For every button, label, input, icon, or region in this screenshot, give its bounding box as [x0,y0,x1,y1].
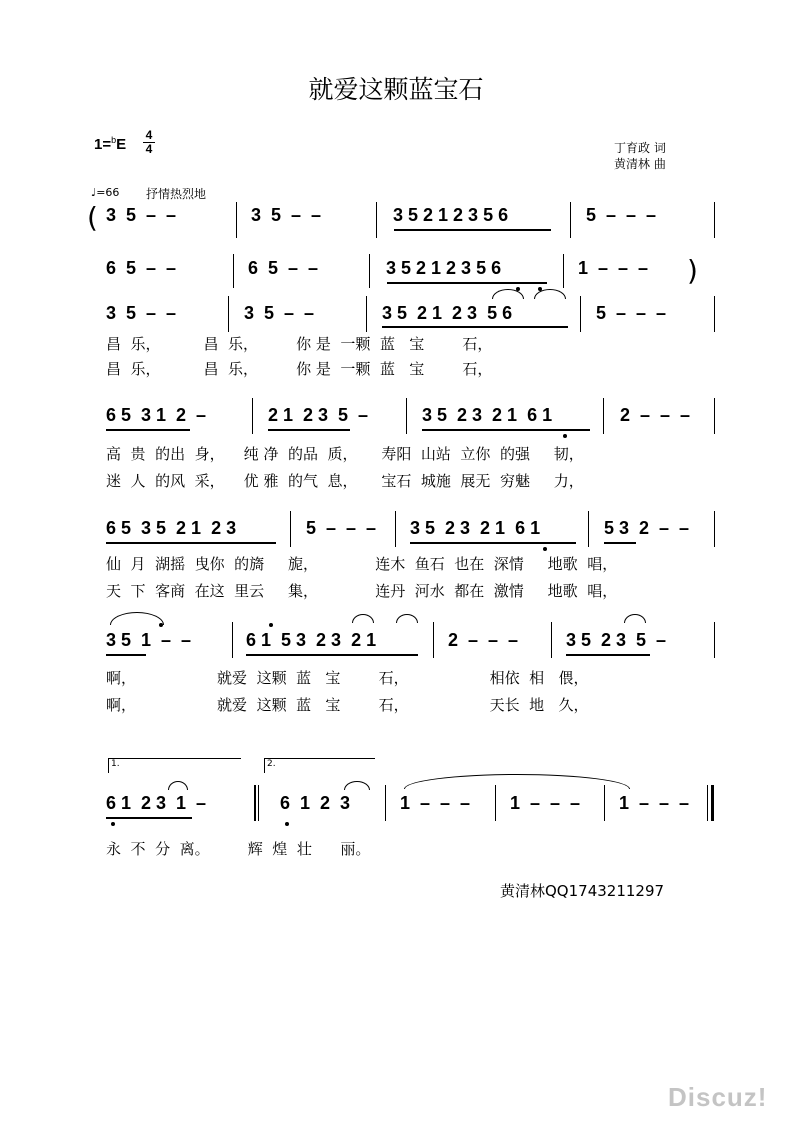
barline [495,785,496,821]
arranger-signature: 黄清林QQ1743211297 [500,882,665,900]
barline [290,511,291,547]
barline [714,398,715,434]
measure: 3 5 2 3 5 – [566,630,667,650]
measure: 6 5 3 5 2 1 2 3 [106,518,237,538]
tie [404,774,630,789]
barline [376,202,377,238]
key-signature: 1=$^b$E [94,135,127,153]
barline [714,622,715,658]
barline [406,398,407,434]
beam-underline [410,542,576,544]
barline [551,622,552,658]
barline [366,296,367,332]
barline [714,296,715,332]
barline [588,511,589,547]
expression-marking: 抒情热烈地 [146,187,207,201]
low-octave-dot [563,434,567,438]
measure: 3 5 2 1 2 3 5 6 [393,205,509,225]
low-octave-dot [285,822,289,826]
low-octave-dot [543,547,547,551]
measure: 6 1 2 3 [280,793,351,813]
measure: 6 5 – – [248,258,319,278]
beam-underline [382,326,568,328]
measure: 1 – – – [578,258,649,278]
measure: 6 5 3 1 2 – [106,405,207,425]
beam-underline [106,429,190,431]
first-ending-bracket: 1. [108,758,241,773]
measure: 3 5 2 1 2 3 5 6 [382,303,513,323]
measure: 2 1 2 3 5 – [268,405,369,425]
measure: 6 1 5 3 2 3 2 1 [246,630,377,650]
lyric-verse-1: 昌 乐， 昌 乐， 你 是 一颗 蓝 宝 石， [106,335,493,353]
measure: 5 3 2 – – [604,518,690,538]
measure: 3 5 – – [106,303,177,323]
final-barline [707,785,708,821]
barline [252,398,253,434]
measure: 6 5 – – [106,258,177,278]
lyric-verse-1: 高 贵 的出 身， 纯 净 的品 质， 寿阳 山站 立你 的强 韧， [106,445,584,463]
barline [385,785,386,821]
measure: 3 5 1 – – [106,630,192,650]
beam-underline [604,542,636,544]
measure: 2 – – – [620,405,691,425]
measure: 5 – – – [306,518,377,538]
barline [232,622,233,658]
measure: 3 5 2 1 2 3 5 6 [386,258,502,278]
lyric-verse-1: 啊， 就爱 这颗 蓝 宝 石， 相依 相 偎， [106,669,589,687]
measure: 3 5 – – [106,205,177,225]
barline [433,622,434,658]
barline [714,202,715,238]
repeat-end-barline [254,785,256,821]
beam-underline [106,817,192,819]
barline [233,254,234,288]
barline [563,254,564,288]
barline [580,296,581,332]
slur [110,612,164,625]
beam-underline [246,654,418,656]
beam-underline [106,654,146,656]
measure: 5 – – – [586,205,657,225]
barline [395,511,396,547]
tempo-marking: ♩=66 [91,186,120,199]
low-octave-dot [111,822,115,826]
barline [603,398,604,434]
measure: 5 – – – [596,303,667,323]
final-barline [711,785,714,821]
barline [369,254,370,288]
slur [344,781,370,790]
lyric-verse-1: 永 不 分 离。 辉 煌 壮 丽。 [106,840,371,858]
barline [570,202,571,238]
measure: 3 5 2 3 2 1 6 1 [410,518,541,538]
repeat-open-paren: ( [87,201,98,234]
beam-underline [566,654,650,656]
measure: 1 – – – [619,793,690,813]
measure: 3 5 – – [251,205,322,225]
beam-underline [106,542,276,544]
slur [396,614,418,623]
lyric-verse-1: 仙 月 湖摇 曳你 的旖 旎， 连木 鱼石 也在 深情 地歌 唱， [106,555,618,573]
high-octave-dot [269,623,273,627]
slur [168,781,188,790]
beam-underline [422,429,590,431]
measure: 6 1 2 3 1 – [106,793,207,813]
measure: 3 5 2 3 2 1 6 1 [422,405,553,425]
lyric-verse-2: 迷 人 的风 采， 优 雅 的气 息， 宝石 城施 展无 穷魅 力， [106,472,584,490]
barline [604,785,605,821]
barline [714,511,715,547]
high-octave-dot [159,623,163,627]
slur [624,614,646,623]
slur [534,289,566,299]
repeat-close-paren: ) [687,254,698,287]
barline [228,296,229,332]
composer-credit: 黄清林 曲 [614,157,666,171]
beam-underline [268,429,350,431]
lyric-verse-2: 天 下 客商 在这 里云 集， 连丹 河水 都在 激情 地歌 唱， [106,582,618,600]
beam-underline [387,282,547,284]
slur [352,614,374,623]
barline [236,202,237,238]
page-title: 就爱这颗蓝宝石 [308,75,484,104]
beam-underline [394,229,551,231]
lyricist-credit: 丁育政 词 [614,141,666,155]
lyric-verse-2: 昌 乐， 昌 乐， 你 是 一颗 蓝 宝 石， [106,360,493,378]
watermark-logo: Discuz! [668,1082,768,1112]
time-signature: 4 4 [142,129,156,156]
measure: 3 5 – – [244,303,315,323]
lyric-verse-2: 啊， 就爱 这颗 蓝 宝 石， 天长 地 久， [106,696,589,714]
measure: 1 – – – [400,793,471,813]
second-ending-bracket: 2. [264,758,375,773]
repeat-end-barline [258,785,259,821]
measure: 1 – – – [510,793,581,813]
measure: 2 – – – [448,630,519,650]
